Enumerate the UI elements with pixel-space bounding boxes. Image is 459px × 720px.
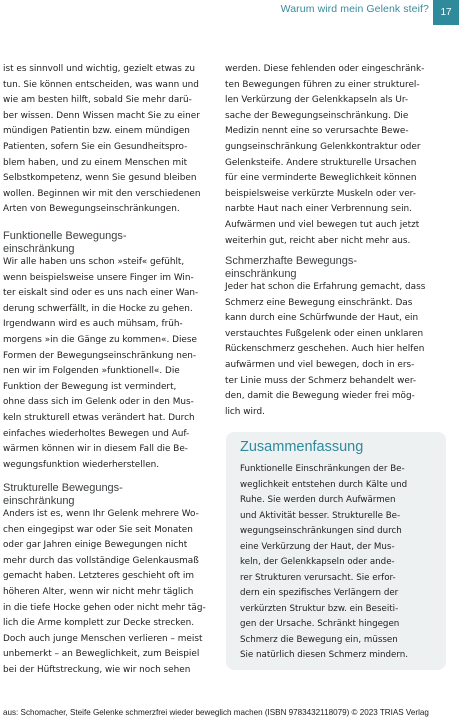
- text-line: aufwärmen und viel bewegen, doch in ers-: [225, 359, 415, 370]
- text-line: Funktionelle Bewegungs-: [3, 230, 127, 242]
- text-line: Schmerzhafte Bewegungs-: [225, 255, 358, 267]
- text-line: bei der Hüftstreckung, wie wir noch sehen: [3, 664, 191, 675]
- section-functional: [3, 230, 198, 473]
- text-line: morgens »in die Gänge zu kommen«. Diese: [3, 334, 197, 345]
- text-line: Doch auch junge Menschen verlieren – meist: [3, 633, 203, 644]
- text-line: unbemerkt – an Beweglichkeit, zum Beispiel: [3, 649, 200, 660]
- text-line: Jeder hat schon die Erfahrung gemacht, dass: [225, 282, 426, 292]
- text-line: lich die Arme komplett zur Decke strecken.: [3, 618, 195, 629]
- text-line: oder gar Jahren einige Bewegungen nicht: [3, 540, 188, 551]
- text-line: wie am besten hilft, sobald Sie mehr darü-: [3, 95, 192, 106]
- text-line: Arten von Bewegungseinschränkungen.: [3, 204, 180, 215]
- heading-structural: [3, 482, 206, 507]
- text-line: sache der Bewegungseinschränkung. Die: [225, 110, 409, 121]
- summary-title: Zusammenfassung: [240, 439, 364, 455]
- text-line: einfaches wiederholtes Bewegen und Auf-: [3, 428, 190, 439]
- source-footer: aus: Schomacher, Steife Gelenke schmerzfrei wieder beweglich machen (ISBN 9783432118079) © 2023 TRIAS Verlag: [3, 708, 429, 717]
- text-line: einschränkung: [225, 267, 297, 280]
- text-line: lich wird.: [225, 406, 265, 417]
- right-column: [225, 62, 447, 417]
- text-line: len Verkürzung der Gelenkkapseln als Ur-: [225, 95, 409, 106]
- text-line: den, damit die Bewegung wieder frei mög-: [225, 391, 415, 402]
- text-line: eine Verkürzung der Haut, der Mus-: [240, 541, 395, 552]
- text-line: beispielsweise verkürzte Muskeln oder ver-: [225, 188, 416, 199]
- text-line: Schmerz die Bewegung ein, müssen: [240, 634, 398, 645]
- text-line: Sie natürlich diesen Schmerz mindern.: [240, 650, 409, 660]
- text-line: tun. Sie können entscheiden, was wann und: [3, 79, 199, 90]
- text-line: rer Strukturen verursacht. Sie erfor-: [240, 572, 396, 583]
- text-line: gen der Ursache. Schränkt hingegen: [240, 619, 400, 629]
- intro-paragraph: [3, 62, 215, 218]
- text-line: verstauchtes Fußgelenk oder einen unklaren: [225, 328, 424, 339]
- text-line: Schmerz eine Bewegung einschränkt. Das: [225, 297, 413, 308]
- text-line: Funktion der Bewegung ist vermindert,: [3, 381, 177, 392]
- text-line: einschränkung: [3, 242, 75, 255]
- text-line: kann durch eine Schürfwunde der Haut, ein: [225, 313, 419, 324]
- text-line: blem haben, und zu einem Menschen mit: [3, 157, 188, 168]
- section-structural: [3, 482, 206, 679]
- text-line: wärmen können wir in diesem Fall die Be-: [3, 444, 188, 455]
- text-line: ter Linie muss der Schmerz behandelt wer-: [225, 375, 417, 386]
- continuation-paragraph: [225, 62, 447, 249]
- section-painful: [225, 255, 425, 420]
- text-line: wegungsfunktion wiederherstellen.: [3, 459, 160, 470]
- text-line: ter eiskalt sind oder es uns nach einer Wan-: [3, 288, 199, 299]
- running-head-chapter-title: Warum wird mein Gelenk steif?: [280, 3, 429, 15]
- text-line: keln, der Gelenkkapseln oder ande-: [240, 557, 395, 567]
- text-line: Formen der Bewegungseinschränkung nen-: [3, 350, 197, 361]
- text-line: höheren Alter, wenn wir nicht mehr täglich: [3, 586, 194, 597]
- text-line: Irgendwann wird es auch mühsam, früh-: [3, 319, 183, 330]
- text-line: Wir alle haben uns schon »steif« gefühlt,: [3, 257, 185, 267]
- text-line: wollen. Beginnen wir mit den verschiedenen: [3, 188, 201, 199]
- text-line: ber wissen. Denn Wissen macht Sie zu einer: [3, 110, 200, 121]
- page-number-badge: 17: [433, 0, 459, 25]
- text-line: wenn beispielsweise unsere Finger im Win-: [3, 272, 194, 283]
- paragraph-painful: [225, 280, 425, 420]
- paragraph-functional: [3, 255, 198, 473]
- text-line: für eine verminderte Beweglichkeit können: [225, 173, 417, 184]
- text-line: Medizin nennt eine so verursachte Bewe-: [225, 126, 409, 137]
- text-line: ohne dass sich im Gelenk oder in den Mus-: [3, 397, 194, 408]
- text-line: mündigen Patientin bzw. einem mündigen: [3, 126, 190, 137]
- text-line: gungseinschränkung Gelenkkontraktur oder: [225, 141, 421, 152]
- heading-functional: [3, 230, 198, 255]
- text-line: einschränkung: [3, 494, 75, 507]
- text-line: Anders ist es, wenn Ihr Gelenk mehrere Wo-: [3, 509, 199, 519]
- text-line: Selbstkompetenz, wenn Sie gesund bleiben: [3, 173, 197, 184]
- text-line: dern ein spezifisches Verlängern der: [240, 588, 399, 598]
- summary-box: [226, 432, 446, 670]
- text-line: Strukturelle Bewegungs-: [3, 482, 123, 494]
- text-line: derung schwerfällt, in die Hocke zu gehen.: [3, 303, 193, 314]
- text-line: werden. Diese fehlenden oder eingeschränk-: [225, 64, 425, 74]
- left-column: [3, 62, 215, 675]
- text-line: keln strukturell etwas verändert hat. Durch: [3, 412, 195, 423]
- text-line: und Aktivität besser. Strukturelle Be-: [240, 510, 401, 521]
- summary-text: [240, 462, 440, 664]
- text-line: Rückenschmerz geschehen. Auch hier helfen: [225, 344, 425, 355]
- text-line: Ruhe. Sie werden durch Aufwärmen: [240, 495, 396, 505]
- text-line: gemacht haben. Letzteres geschieht oft im: [3, 571, 194, 582]
- text-line: narbte Haut nach einer Verbrennung sein.: [225, 204, 413, 215]
- paragraph-structural: [3, 507, 206, 679]
- text-line: Patienten, sofern Sie ein Gesundheitspro-: [3, 141, 188, 152]
- text-line: wegungseinschränkungen sind durch: [240, 526, 402, 536]
- text-line: ist es sinnvoll und wichtig, gezielt etwas zu: [3, 64, 196, 74]
- text-line: Gelenksteife. Andere strukturelle Ursachen: [225, 157, 417, 168]
- text-line: mehr durch das vollständige Gelenkausmaß: [3, 555, 199, 566]
- text-line: weiterhin gut, reicht aber nicht mehr aus.: [225, 235, 411, 246]
- text-line: weglichkeit entstehen durch Kälte und: [240, 479, 408, 490]
- text-line: chen eingegipst war oder Sie seit Monaten: [3, 524, 193, 535]
- text-line: nen wir im Folgenden »funktionell«. Die: [3, 366, 180, 377]
- text-line: Aufwärmen und viel bewegen tut auch jetzt: [225, 219, 420, 230]
- text-line: Funktionelle Einschränkungen der Be-: [240, 464, 405, 474]
- text-line: ten Bewegungen führen zu einer strukturel-: [225, 79, 420, 90]
- text-line: in die tiefe Hocke gehen oder nicht mehr täg-: [3, 602, 206, 613]
- heading-painful: [225, 255, 425, 280]
- text-line: verkürzten Struktur bzw. ein Beseiti-: [240, 603, 399, 614]
